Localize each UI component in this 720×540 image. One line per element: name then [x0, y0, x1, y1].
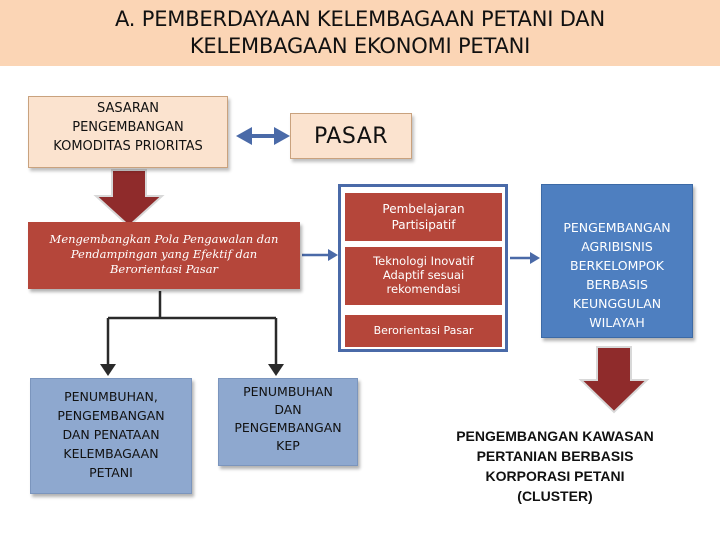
- mengembangkan-box: [28, 222, 300, 289]
- center-item-line: Teknologi Inovatif: [373, 254, 474, 268]
- pasar-box: PASAR: [290, 113, 412, 159]
- penumbuhan1-line: PENUMBUHAN,: [64, 389, 158, 404]
- double-arrow-sasaran-pasar: [236, 127, 290, 145]
- kawasan-line: (CLUSTER): [517, 488, 593, 504]
- down-arrow-sasaran: [96, 170, 162, 226]
- sasaran-line: PENGEMBANGAN: [72, 120, 184, 135]
- agribisnis-box: [541, 184, 693, 338]
- arrow-to-center-frame: [302, 249, 338, 261]
- penumbuhan-kelembagaan-box: [30, 378, 192, 494]
- penumbuhan1-line: KELEMBAGAAN: [63, 446, 159, 461]
- penumbuhan-kep-box: [218, 378, 358, 466]
- kawasan-line: KORPORASI PETANI: [485, 468, 625, 484]
- agribisnis-line: BERKELOMPOK: [570, 258, 664, 273]
- mengembangkan-line: Pendampingan yang Efektif dan: [70, 247, 258, 261]
- tree-connector: [108, 291, 276, 366]
- center-item-line: Adaptif sesuai: [382, 268, 465, 282]
- center-item-line: Pembelajaran: [382, 202, 465, 216]
- penumbuhan2-line: DAN: [274, 402, 302, 417]
- penumbuhan2-line: KEP: [276, 438, 300, 453]
- center-item-line: rekomendasi: [386, 282, 461, 296]
- penumbuhan1-line: DAN PENATAAN: [62, 427, 160, 442]
- tree-arrowhead-left: [100, 364, 116, 376]
- mengembangkan-line: Mengembangkan Pola Pengawalan dan: [49, 232, 279, 246]
- center-item-teknologi: [345, 247, 502, 305]
- penumbuhan2-line: PENGEMBANGAN: [234, 420, 342, 435]
- center-item-line: Partisipatif: [391, 218, 456, 232]
- kawasan-text: [420, 426, 690, 506]
- mengembangkan-line: Berorientasi Pasar: [109, 262, 219, 276]
- sasaran-box: [28, 96, 228, 168]
- penumbuhan2-line: PENUMBUHAN: [243, 384, 333, 399]
- arrow-center-to-agribisnis: [510, 252, 540, 264]
- title-line-1: A. PEMBERDAYAAN KELEMBAGAAN PETANI DAN: [115, 7, 605, 31]
- agribisnis-line: WILAYAH: [589, 315, 645, 330]
- sasaran-line: KOMODITAS PRIORITAS: [53, 139, 203, 154]
- sasaran-line: SASARAN: [97, 101, 159, 116]
- agribisnis-line: PENGEMBANGAN: [563, 220, 671, 235]
- title-line-2: KELEMBAGAAN EKONOMI PETANI: [189, 34, 531, 58]
- agribisnis-line: KEUNGGULAN: [572, 296, 662, 311]
- kawasan-line: PENGEMBANGAN KAWASAN: [456, 428, 654, 444]
- kawasan-line: PERTANIAN BERBASIS: [476, 448, 634, 464]
- center-item-berorientasi: Berorientasi Pasar: [345, 315, 502, 347]
- penumbuhan1-line: PETANI: [89, 465, 133, 480]
- tree-arrowhead-right: [268, 364, 284, 376]
- agribisnis-line: BERBASIS: [586, 277, 648, 292]
- center-item-pembelajaran: [345, 193, 502, 241]
- down-arrow-agribisnis: [581, 347, 647, 412]
- agribisnis-line: AGRIBISNIS: [581, 239, 653, 254]
- penumbuhan1-line: PENGEMBANGAN: [57, 408, 165, 423]
